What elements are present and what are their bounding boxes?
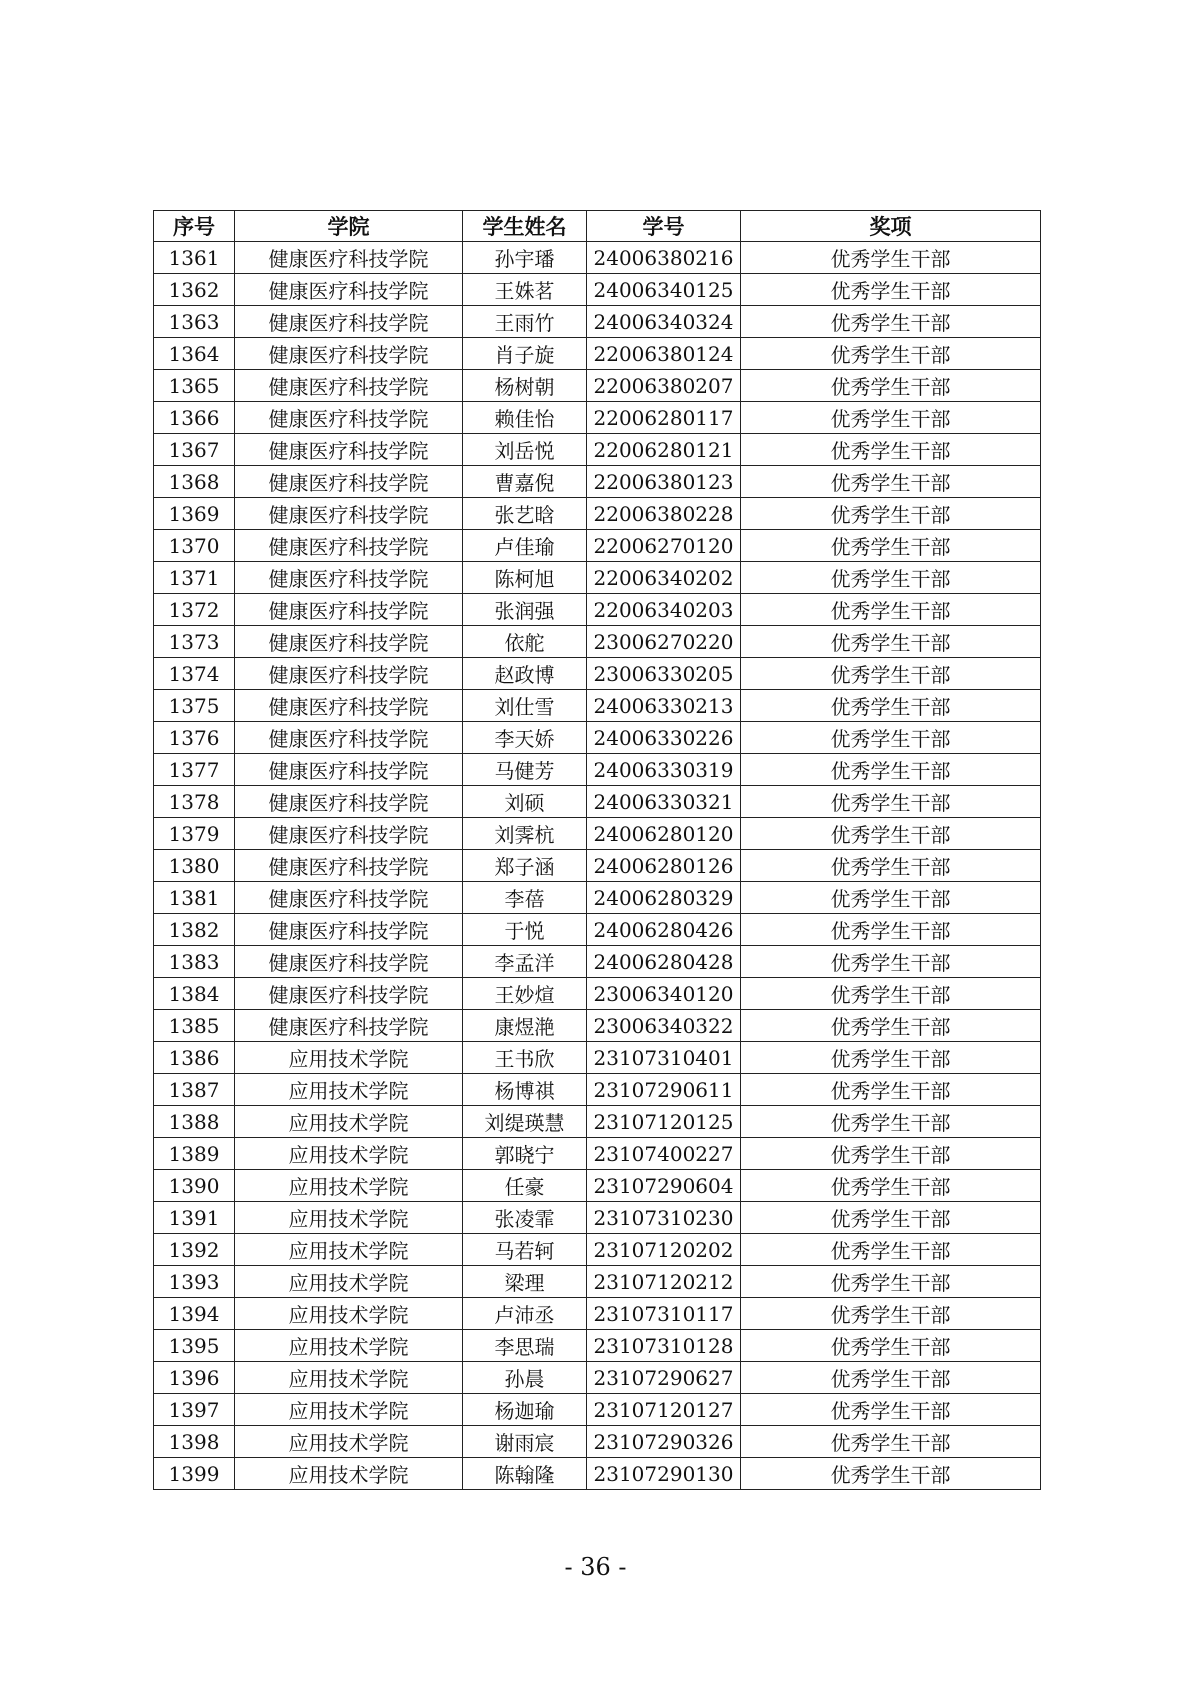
cell-student-name: 张凌霏 bbox=[463, 1202, 587, 1234]
cell-student-id: 23107310117 bbox=[587, 1298, 741, 1330]
cell-award: 优秀学生干部 bbox=[741, 562, 1041, 594]
cell-award: 优秀学生干部 bbox=[741, 1426, 1041, 1458]
table-row bbox=[154, 594, 1041, 626]
cell-student-id: 24006330226 bbox=[587, 722, 741, 754]
cell-award: 优秀学生干部 bbox=[741, 466, 1041, 498]
cell-student-name: 赖佳怡 bbox=[463, 402, 587, 434]
cell-award: 优秀学生干部 bbox=[741, 1170, 1041, 1202]
table-header-row bbox=[154, 211, 1041, 242]
table-row bbox=[154, 1266, 1041, 1298]
cell-student-id: 23107400227 bbox=[587, 1138, 741, 1170]
cell-student-name: 依舵 bbox=[463, 626, 587, 658]
cell-student-name: 郭晓宁 bbox=[463, 1138, 587, 1170]
table-row bbox=[154, 914, 1041, 946]
cell-award: 优秀学生干部 bbox=[741, 946, 1041, 978]
header-student-id: 学号 bbox=[587, 211, 741, 242]
cell-index: 1388 bbox=[154, 1106, 235, 1138]
cell-student-id: 23107310401 bbox=[587, 1042, 741, 1074]
cell-award: 优秀学生干部 bbox=[741, 1394, 1041, 1426]
cell-student-id: 23107290627 bbox=[587, 1362, 741, 1394]
cell-college: 应用技术学院 bbox=[235, 1458, 463, 1490]
cell-college: 应用技术学院 bbox=[235, 1042, 463, 1074]
cell-award: 优秀学生干部 bbox=[741, 338, 1041, 370]
cell-student-name: 张润强 bbox=[463, 594, 587, 626]
cell-award: 优秀学生干部 bbox=[741, 1010, 1041, 1042]
cell-student-name: 陈柯旭 bbox=[463, 562, 587, 594]
table-body bbox=[154, 242, 1041, 1490]
cell-student-name: 杨博祺 bbox=[463, 1074, 587, 1106]
cell-student-name: 谢雨宸 bbox=[463, 1426, 587, 1458]
cell-college: 健康医疗科技学院 bbox=[235, 978, 463, 1010]
cell-student-id: 22006340203 bbox=[587, 594, 741, 626]
cell-student-name: 刘缇瑛慧 bbox=[463, 1106, 587, 1138]
cell-index: 1399 bbox=[154, 1458, 235, 1490]
cell-student-name: 曹嘉倪 bbox=[463, 466, 587, 498]
cell-college: 应用技术学院 bbox=[235, 1394, 463, 1426]
cell-index: 1377 bbox=[154, 754, 235, 786]
table-row bbox=[154, 978, 1041, 1010]
table-row bbox=[154, 1298, 1041, 1330]
cell-college: 健康医疗科技学院 bbox=[235, 946, 463, 978]
cell-award: 优秀学生干部 bbox=[741, 818, 1041, 850]
cell-award: 优秀学生干部 bbox=[741, 306, 1041, 338]
cell-college: 健康医疗科技学院 bbox=[235, 754, 463, 786]
cell-index: 1368 bbox=[154, 466, 235, 498]
cell-index: 1376 bbox=[154, 722, 235, 754]
cell-index: 1372 bbox=[154, 594, 235, 626]
cell-college: 应用技术学院 bbox=[235, 1298, 463, 1330]
table-row bbox=[154, 1010, 1041, 1042]
cell-award: 优秀学生干部 bbox=[741, 434, 1041, 466]
cell-student-id: 24006280126 bbox=[587, 850, 741, 882]
cell-award: 优秀学生干部 bbox=[741, 402, 1041, 434]
cell-student-id: 23107290130 bbox=[587, 1458, 741, 1490]
header-index: 序号 bbox=[154, 211, 235, 242]
cell-college: 应用技术学院 bbox=[235, 1074, 463, 1106]
cell-student-id: 23107290611 bbox=[587, 1074, 741, 1106]
cell-index: 1371 bbox=[154, 562, 235, 594]
cell-index: 1393 bbox=[154, 1266, 235, 1298]
cell-student-id: 23107120212 bbox=[587, 1266, 741, 1298]
cell-student-id: 23107120125 bbox=[587, 1106, 741, 1138]
cell-index: 1367 bbox=[154, 434, 235, 466]
cell-student-name: 王书欣 bbox=[463, 1042, 587, 1074]
cell-college: 健康医疗科技学院 bbox=[235, 434, 463, 466]
cell-student-name: 孙宇璠 bbox=[463, 242, 587, 274]
cell-index: 1362 bbox=[154, 274, 235, 306]
cell-student-id: 24006280426 bbox=[587, 914, 741, 946]
cell-student-id: 22006380124 bbox=[587, 338, 741, 370]
cell-student-id: 22006380207 bbox=[587, 370, 741, 402]
cell-student-id: 22006270120 bbox=[587, 530, 741, 562]
cell-student-name: 王姝茗 bbox=[463, 274, 587, 306]
table-row bbox=[154, 658, 1041, 690]
cell-student-id: 24006330213 bbox=[587, 690, 741, 722]
table-row bbox=[154, 690, 1041, 722]
cell-index: 1373 bbox=[154, 626, 235, 658]
cell-college: 健康医疗科技学院 bbox=[235, 850, 463, 882]
cell-index: 1397 bbox=[154, 1394, 235, 1426]
table-row bbox=[154, 498, 1041, 530]
cell-student-id: 23006340322 bbox=[587, 1010, 741, 1042]
cell-index: 1391 bbox=[154, 1202, 235, 1234]
table-row bbox=[154, 818, 1041, 850]
cell-award: 优秀学生干部 bbox=[741, 1266, 1041, 1298]
cell-student-id: 23006330205 bbox=[587, 658, 741, 690]
table-row bbox=[154, 1170, 1041, 1202]
cell-student-id: 24006330321 bbox=[587, 786, 741, 818]
cell-student-name: 刘岳悦 bbox=[463, 434, 587, 466]
cell-student-id: 24006340324 bbox=[587, 306, 741, 338]
cell-student-name: 孙晨 bbox=[463, 1362, 587, 1394]
cell-index: 1386 bbox=[154, 1042, 235, 1074]
cell-college: 健康医疗科技学院 bbox=[235, 562, 463, 594]
cell-student-name: 卢沛丞 bbox=[463, 1298, 587, 1330]
cell-award: 优秀学生干部 bbox=[741, 786, 1041, 818]
cell-student-id: 23006270220 bbox=[587, 626, 741, 658]
cell-award: 优秀学生干部 bbox=[741, 754, 1041, 786]
table-row bbox=[154, 1426, 1041, 1458]
cell-student-name: 李蓓 bbox=[463, 882, 587, 914]
cell-college: 应用技术学院 bbox=[235, 1266, 463, 1298]
cell-student-name: 王妙煊 bbox=[463, 978, 587, 1010]
page-number: - 36 - bbox=[564, 1553, 627, 1581]
cell-index: 1364 bbox=[154, 338, 235, 370]
cell-student-name: 赵政博 bbox=[463, 658, 587, 690]
cell-index: 1381 bbox=[154, 882, 235, 914]
header-award: 奖项 bbox=[741, 211, 1041, 242]
cell-index: 1370 bbox=[154, 530, 235, 562]
cell-award: 优秀学生干部 bbox=[741, 626, 1041, 658]
cell-index: 1387 bbox=[154, 1074, 235, 1106]
cell-student-name: 任豪 bbox=[463, 1170, 587, 1202]
cell-college: 健康医疗科技学院 bbox=[235, 626, 463, 658]
cell-college: 健康医疗科技学院 bbox=[235, 1010, 463, 1042]
cell-student-id: 24006330319 bbox=[587, 754, 741, 786]
cell-award: 优秀学生干部 bbox=[741, 594, 1041, 626]
cell-college: 健康医疗科技学院 bbox=[235, 370, 463, 402]
cell-college: 应用技术学院 bbox=[235, 1330, 463, 1362]
cell-college: 应用技术学院 bbox=[235, 1362, 463, 1394]
cell-college: 健康医疗科技学院 bbox=[235, 530, 463, 562]
cell-college: 健康医疗科技学院 bbox=[235, 338, 463, 370]
cell-award: 优秀学生干部 bbox=[741, 1074, 1041, 1106]
cell-college: 健康医疗科技学院 bbox=[235, 818, 463, 850]
cell-index: 1369 bbox=[154, 498, 235, 530]
table-row bbox=[154, 1362, 1041, 1394]
cell-college: 健康医疗科技学院 bbox=[235, 498, 463, 530]
cell-student-name: 王雨竹 bbox=[463, 306, 587, 338]
table-row bbox=[154, 562, 1041, 594]
cell-college: 应用技术学院 bbox=[235, 1426, 463, 1458]
table-row bbox=[154, 1202, 1041, 1234]
cell-student-name: 李天娇 bbox=[463, 722, 587, 754]
cell-student-id: 24006280329 bbox=[587, 882, 741, 914]
cell-award: 优秀学生干部 bbox=[741, 690, 1041, 722]
cell-index: 1378 bbox=[154, 786, 235, 818]
cell-index: 1366 bbox=[154, 402, 235, 434]
cell-student-name: 肖子旋 bbox=[463, 338, 587, 370]
cell-student-id: 22006280117 bbox=[587, 402, 741, 434]
table-row bbox=[154, 1394, 1041, 1426]
cell-student-name: 于悦 bbox=[463, 914, 587, 946]
cell-college: 健康医疗科技学院 bbox=[235, 786, 463, 818]
cell-award: 优秀学生干部 bbox=[741, 498, 1041, 530]
cell-award: 优秀学生干部 bbox=[741, 1330, 1041, 1362]
award-table bbox=[153, 210, 1041, 1490]
table-row bbox=[154, 242, 1041, 274]
cell-index: 1394 bbox=[154, 1298, 235, 1330]
cell-award: 优秀学生干部 bbox=[741, 914, 1041, 946]
cell-student-id: 23107290326 bbox=[587, 1426, 741, 1458]
cell-college: 应用技术学院 bbox=[235, 1138, 463, 1170]
header-student-name: 学生姓名 bbox=[463, 211, 587, 242]
cell-student-id: 24006280120 bbox=[587, 818, 741, 850]
cell-student-name: 李孟洋 bbox=[463, 946, 587, 978]
table-row bbox=[154, 754, 1041, 786]
cell-award: 优秀学生干部 bbox=[741, 1042, 1041, 1074]
cell-student-id: 22006380123 bbox=[587, 466, 741, 498]
cell-award: 优秀学生干部 bbox=[741, 658, 1041, 690]
cell-student-name: 杨树朝 bbox=[463, 370, 587, 402]
cell-award: 优秀学生干部 bbox=[741, 274, 1041, 306]
cell-student-id: 24006280428 bbox=[587, 946, 741, 978]
cell-college: 应用技术学院 bbox=[235, 1234, 463, 1266]
cell-student-id: 24006340125 bbox=[587, 274, 741, 306]
cell-student-id: 23107310230 bbox=[587, 1202, 741, 1234]
cell-award: 优秀学生干部 bbox=[741, 722, 1041, 754]
table-row bbox=[154, 882, 1041, 914]
cell-index: 1396 bbox=[154, 1362, 235, 1394]
cell-award: 优秀学生干部 bbox=[741, 530, 1041, 562]
cell-college: 应用技术学院 bbox=[235, 1202, 463, 1234]
table-row bbox=[154, 466, 1041, 498]
cell-award: 优秀学生干部 bbox=[741, 1202, 1041, 1234]
table-row bbox=[154, 1042, 1041, 1074]
cell-college: 健康医疗科技学院 bbox=[235, 306, 463, 338]
cell-student-name: 刘仕雪 bbox=[463, 690, 587, 722]
cell-index: 1392 bbox=[154, 1234, 235, 1266]
cell-award: 优秀学生干部 bbox=[741, 370, 1041, 402]
cell-college: 健康医疗科技学院 bbox=[235, 722, 463, 754]
cell-award: 优秀学生干部 bbox=[741, 1362, 1041, 1394]
cell-student-name: 陈翰隆 bbox=[463, 1458, 587, 1490]
cell-student-id: 23006340120 bbox=[587, 978, 741, 1010]
cell-award: 优秀学生干部 bbox=[741, 882, 1041, 914]
cell-college: 健康医疗科技学院 bbox=[235, 274, 463, 306]
table-row bbox=[154, 1330, 1041, 1362]
cell-student-id: 24006380216 bbox=[587, 242, 741, 274]
cell-index: 1382 bbox=[154, 914, 235, 946]
cell-student-name: 马若轲 bbox=[463, 1234, 587, 1266]
cell-index: 1398 bbox=[154, 1426, 235, 1458]
table-row bbox=[154, 1234, 1041, 1266]
cell-college: 健康医疗科技学院 bbox=[235, 242, 463, 274]
table-row bbox=[154, 946, 1041, 978]
cell-student-id: 22006340202 bbox=[587, 562, 741, 594]
cell-student-name: 刘霁杭 bbox=[463, 818, 587, 850]
cell-award: 优秀学生干部 bbox=[741, 242, 1041, 274]
cell-student-name: 郑子涵 bbox=[463, 850, 587, 882]
header-college: 学院 bbox=[235, 211, 463, 242]
table-row bbox=[154, 1074, 1041, 1106]
cell-index: 1390 bbox=[154, 1170, 235, 1202]
table-row bbox=[154, 786, 1041, 818]
cell-student-name: 梁理 bbox=[463, 1266, 587, 1298]
cell-student-name: 刘硕 bbox=[463, 786, 587, 818]
cell-student-name: 康煜滟 bbox=[463, 1010, 587, 1042]
cell-index: 1389 bbox=[154, 1138, 235, 1170]
table-row bbox=[154, 434, 1041, 466]
table-row bbox=[154, 306, 1041, 338]
cell-award: 优秀学生干部 bbox=[741, 1298, 1041, 1330]
cell-college: 健康医疗科技学院 bbox=[235, 882, 463, 914]
cell-index: 1385 bbox=[154, 1010, 235, 1042]
cell-student-id: 23107310128 bbox=[587, 1330, 741, 1362]
cell-student-id: 23107290604 bbox=[587, 1170, 741, 1202]
cell-student-id: 22006280121 bbox=[587, 434, 741, 466]
table-row bbox=[154, 274, 1041, 306]
table-row bbox=[154, 530, 1041, 562]
table-row bbox=[154, 1458, 1041, 1490]
cell-college: 应用技术学院 bbox=[235, 1106, 463, 1138]
cell-student-name: 张艺晗 bbox=[463, 498, 587, 530]
cell-award: 优秀学生干部 bbox=[741, 850, 1041, 882]
table-row bbox=[154, 626, 1041, 658]
cell-index: 1395 bbox=[154, 1330, 235, 1362]
cell-award: 优秀学生干部 bbox=[741, 978, 1041, 1010]
cell-college: 健康医疗科技学院 bbox=[235, 658, 463, 690]
table-row bbox=[154, 1106, 1041, 1138]
cell-student-name: 卢佳瑜 bbox=[463, 530, 587, 562]
cell-award: 优秀学生干部 bbox=[741, 1234, 1041, 1266]
cell-college: 健康医疗科技学院 bbox=[235, 594, 463, 626]
cell-student-name: 杨迦瑜 bbox=[463, 1394, 587, 1426]
cell-college: 健康医疗科技学院 bbox=[235, 690, 463, 722]
table-row bbox=[154, 722, 1041, 754]
cell-index: 1361 bbox=[154, 242, 235, 274]
cell-college: 健康医疗科技学院 bbox=[235, 402, 463, 434]
cell-college: 健康医疗科技学院 bbox=[235, 914, 463, 946]
cell-student-id: 23107120202 bbox=[587, 1234, 741, 1266]
cell-index: 1365 bbox=[154, 370, 235, 402]
cell-student-id: 22006380228 bbox=[587, 498, 741, 530]
cell-index: 1384 bbox=[154, 978, 235, 1010]
table-row bbox=[154, 1138, 1041, 1170]
cell-award: 优秀学生干部 bbox=[741, 1106, 1041, 1138]
cell-award: 优秀学生干部 bbox=[741, 1138, 1041, 1170]
table-row bbox=[154, 402, 1041, 434]
cell-index: 1383 bbox=[154, 946, 235, 978]
table-row bbox=[154, 370, 1041, 402]
cell-award: 优秀学生干部 bbox=[741, 1458, 1041, 1490]
cell-student-name: 李思瑞 bbox=[463, 1330, 587, 1362]
cell-student-id: 23107120127 bbox=[587, 1394, 741, 1426]
table-row bbox=[154, 850, 1041, 882]
cell-index: 1379 bbox=[154, 818, 235, 850]
cell-index: 1363 bbox=[154, 306, 235, 338]
cell-college: 健康医疗科技学院 bbox=[235, 466, 463, 498]
cell-student-name: 马健芳 bbox=[463, 754, 587, 786]
cell-index: 1374 bbox=[154, 658, 235, 690]
table-row bbox=[154, 338, 1041, 370]
cell-index: 1380 bbox=[154, 850, 235, 882]
cell-college: 应用技术学院 bbox=[235, 1170, 463, 1202]
cell-index: 1375 bbox=[154, 690, 235, 722]
